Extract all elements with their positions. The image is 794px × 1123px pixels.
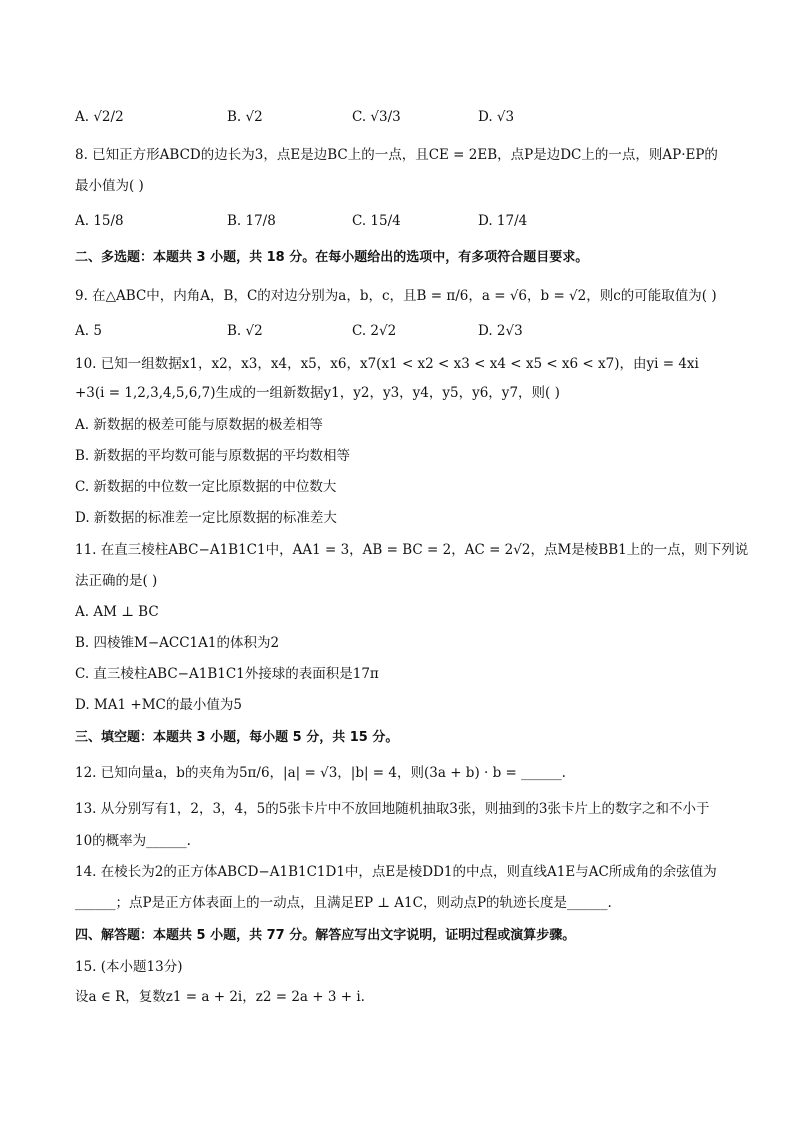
q8-option-b: B. 17/8 — [227, 213, 276, 229]
q9-stem: 9. 在△ABC中，内角A，B，C的对边分别为a，b，c，且B = π/6，a = √6，b = √2，则c的可能取值为( ) — [75, 288, 717, 304]
q10-option-d: D. 新数据的标准差一定比原数据的标准差大 — [75, 510, 337, 526]
section-heading-fill-in: 三、填空题：本题共 3 小题，每小题 5 分，共 15 分。 — [75, 730, 399, 745]
q9-option-b: B. √2 — [227, 323, 263, 339]
q13-stem-line1: 13. 从分别写有1，2，3，4，5的5张卡片中不放回地随机抽取3张，则抽到的3张卡片上的数字之和不小于 — [75, 801, 710, 817]
q14-stem-line1: 14. 在棱长为2的正方体ABCD−A1B1C1D1中，点E是棱DD1的中点，则直线A1E与AC所成角的余弦值为 — [75, 864, 717, 880]
q11-option-c: C. 直三棱柱ABC−A1B1C1外接球的表面积是17π — [75, 666, 379, 682]
q15-header: 15. (本小题13分) — [75, 959, 183, 975]
q11-option-d: D. MA1 +MC的最小值为5 — [75, 697, 242, 713]
section-heading-multiple-choice: 二、多选题：本题共 3 小题，共 18 分。在每小题给出的选项中，有多项符合题目要求。 — [75, 250, 589, 265]
q8-stem-line1: 8. 已知正方形ABCD的边长为3，点E是边BC上的一点，且CE = 2EB，点P是边DC上的一点，则AP·EP的 — [75, 147, 718, 163]
q10-stem-line1: 10. 已知一组数据x1，x2，x3，x4，x5，x6，x7(x1 < x2 < x3 < x4 < x5 < x6 < x7)，由yi = 4xi — [75, 356, 699, 372]
q7-option-b: B. √2 — [227, 109, 263, 125]
q10-option-c: C. 新数据的中位数一定比原数据的中位数大 — [75, 479, 337, 495]
q13-stem-line2: 10的概率为______. — [75, 833, 191, 849]
q11-stem-line2: 法正确的是( ) — [75, 573, 158, 589]
q11-option-b: B. 四棱锥M−ACC1A1的体积为2 — [75, 635, 280, 651]
q8-option-d: D. 17/4 — [478, 213, 528, 229]
q10-option-b: B. 新数据的平均数可能与原数据的平均数相等 — [75, 448, 351, 464]
q10-option-a: A. 新数据的极差可能与原数据的极差相等 — [75, 417, 323, 433]
question-12: 12. 已知向量a，b的夹角为5π/6，|a| = √3，|b| = 4，则(3a + b) · b = ______. — [75, 765, 566, 781]
q8-option-c: C. 15/4 — [352, 213, 401, 229]
q10-stem-line2: +3(i = 1,2,3,4,5,6,7)生成的一组新数据y1，y2，y3，y4，y5，y6，y7，则( ) — [75, 385, 560, 401]
q9-option-a: A. 5 — [75, 323, 102, 339]
q7-option-c: C. √3/3 — [352, 109, 401, 125]
q11-option-a: A. AM ⊥ BC — [75, 604, 159, 620]
q7-option-a: A. √2/2 — [75, 109, 124, 125]
q14-stem-line2: ______；点P是正方体表面上的一动点，且满足EP ⊥ A1C，则动点P的轨迹长度是______. — [75, 895, 612, 911]
q9-option-c: C. 2√2 — [352, 323, 397, 339]
q9-option-d: D. 2√3 — [478, 323, 523, 339]
section-heading-problems: 四、解答题：本题共 5 小题，共 77 分。解答应写出文字说明，证明过程或演算步骤。 — [75, 928, 576, 943]
q7-option-d: D. √3 — [478, 109, 515, 125]
q8-stem-line2: 最小值为( ) — [75, 178, 144, 194]
q11-stem-line1: 11. 在直三棱柱ABC−A1B1C1中，AA1 = 3，AB = BC = 2，AC = 2√2，点M是棱BB1上的一点，则下列说 — [75, 542, 749, 558]
q8-option-a: A. 15/8 — [75, 213, 124, 229]
q15-stem: 设a ∈ R，复数z1 = a + 2i，z2 = 2a + 3 + i. — [75, 989, 365, 1005]
